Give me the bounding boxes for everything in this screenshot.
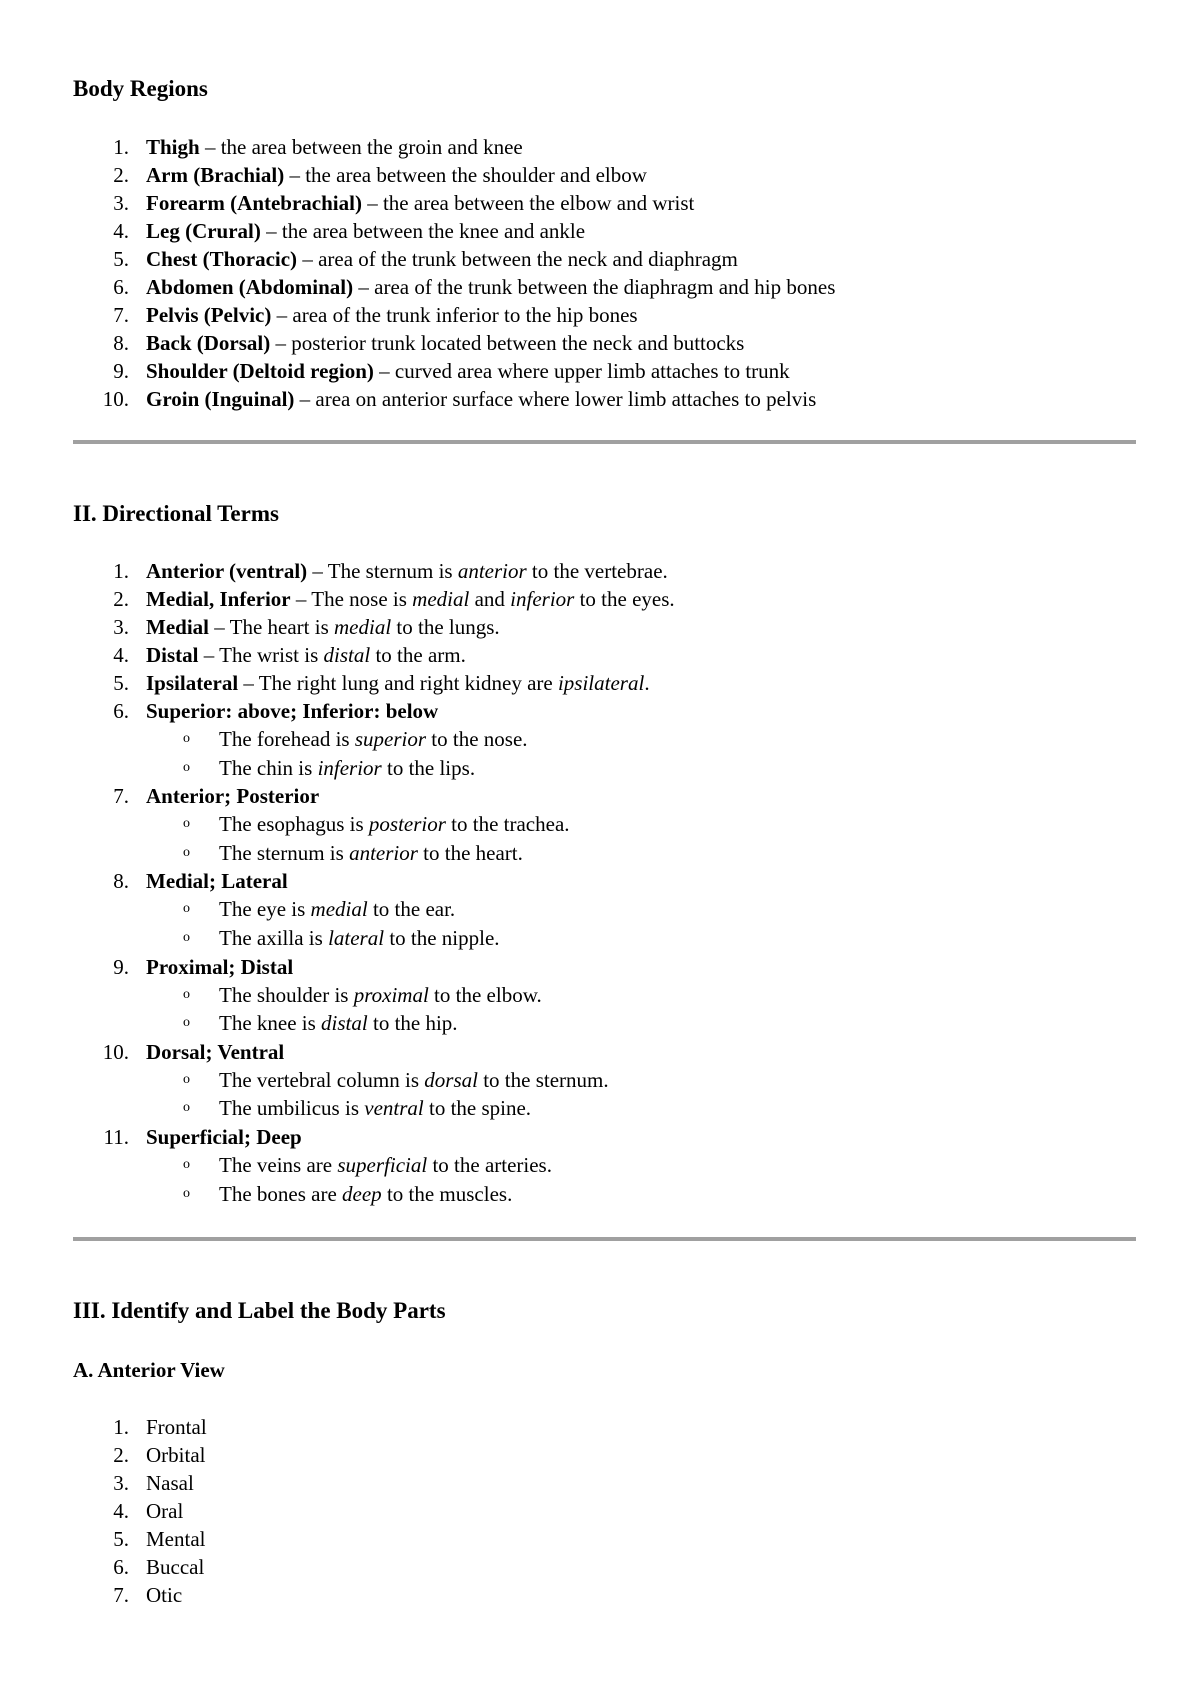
bullet-icon: o (183, 816, 190, 832)
sub-list-wrapper (73, 810, 675, 867)
item-number: 6. (113, 1555, 129, 1579)
sub-list (146, 895, 675, 952)
item-text: The axilla is (219, 925, 329, 950)
item-term: Proximal; Distal (146, 954, 294, 979)
item-text: The esophagus is (219, 812, 369, 837)
item-text: to the muscles. (381, 1181, 513, 1206)
list-item (73, 585, 675, 613)
item-emphasis: dorsal (424, 1067, 478, 1092)
item-number: 8. (113, 331, 129, 355)
body-regions-list (73, 133, 835, 413)
list-item (73, 557, 675, 585)
list-item (73, 867, 675, 895)
item-description: – area of the trunk inferior to the hip bones (271, 303, 638, 327)
item-number: 3. (113, 1471, 129, 1495)
list-item (73, 1469, 207, 1497)
item-emphasis: inferior (317, 755, 382, 780)
anterior-view-subheading: A. Anterior View (73, 1358, 225, 1382)
item-emphasis: superficial (337, 1152, 428, 1177)
item-term: Abdomen (Abdominal) (146, 275, 354, 299)
list-item (73, 613, 675, 641)
sub-list (146, 725, 675, 782)
item-number: 9. (113, 359, 129, 383)
item-description: – posterior trunk located between the neck and buttocks (270, 331, 745, 355)
sub-list (146, 1151, 675, 1208)
anterior-view-list (73, 1413, 207, 1609)
item-description: – the area between the groin and knee (199, 135, 523, 159)
item-text: – The wrist is (198, 643, 324, 667)
item-number: 8. (113, 869, 129, 894)
item-text: to the arm. (370, 643, 466, 667)
item-term: Superficial; Deep (146, 1124, 302, 1149)
item-number: 9. (113, 954, 129, 979)
sub-list (146, 810, 675, 867)
item-text: The forehead is (219, 727, 355, 751)
bullet-icon: o (183, 759, 190, 775)
item-term: Ipsilateral (146, 671, 239, 695)
item-number: 7. (113, 1583, 129, 1607)
item-description: – area of the trunk between the neck and diaphragm (297, 247, 738, 271)
item-number: 1. (113, 1415, 129, 1439)
item-text: The shoulder is (219, 982, 354, 1007)
item-text: to the trachea. (445, 812, 570, 837)
item-number: 11. (103, 1124, 129, 1149)
list-item (73, 641, 675, 669)
sub-list-wrapper (73, 1066, 675, 1123)
item-emphasis: inferior (510, 587, 575, 611)
list-item (73, 1581, 207, 1609)
identify-body-parts-heading: III. Identify and Label the Body Parts (73, 1298, 446, 1323)
item-text: and (469, 587, 511, 611)
item-text: – The sternum is (307, 559, 458, 583)
item-number: 5. (113, 671, 129, 695)
list-item (73, 1441, 207, 1469)
list-item (73, 133, 835, 161)
item-label: Buccal (146, 1555, 205, 1579)
sub-list-item (73, 1009, 675, 1038)
item-emphasis: ventral (364, 1096, 424, 1121)
item-number: 6. (113, 275, 129, 299)
sub-list-item (73, 895, 675, 924)
list-item (73, 782, 675, 810)
item-emphasis: distal (321, 1011, 368, 1036)
item-number: 2. (113, 163, 129, 187)
list-item (73, 1525, 207, 1553)
item-term: Dorsal; Ventral (146, 1039, 285, 1064)
item-description: – area on anterior surface where lower limb attaches to pelvis (294, 387, 817, 411)
item-text: The sternum is (219, 840, 350, 865)
list-item (73, 1123, 675, 1151)
list-item (73, 189, 835, 217)
item-text: . (644, 671, 650, 695)
item-emphasis: distal (323, 643, 371, 667)
bullet-icon: o (183, 1156, 190, 1172)
bullet-icon: o (183, 1015, 190, 1031)
item-text: to the arteries. (427, 1152, 552, 1177)
item-number: 1. (113, 135, 129, 159)
bullet-icon: o (183, 929, 190, 945)
item-text: to the ear. (367, 897, 456, 922)
item-term: Groin (Inguinal) (146, 387, 295, 411)
item-description: – area of the trunk between the diaphragm and hip bones (353, 275, 836, 299)
bullet-icon: o (183, 731, 190, 746)
item-text: to the sternum. (477, 1067, 609, 1092)
sub-list-item (73, 1066, 675, 1095)
item-text: The knee is (219, 1011, 322, 1036)
item-text: The vertebral column is (219, 1067, 425, 1092)
item-text: – The heart is (209, 615, 334, 639)
item-emphasis: superior (354, 727, 427, 751)
section-divider (73, 1237, 1136, 1241)
list-item (73, 953, 675, 981)
bullet-icon: o (183, 1071, 190, 1087)
sub-list-item (73, 981, 675, 1010)
item-term: Chest (Thoracic) (146, 247, 298, 271)
item-number: 10. (102, 387, 129, 411)
item-text: to the heart. (417, 840, 523, 865)
list-item (73, 669, 675, 697)
item-term: Thigh (146, 135, 200, 159)
sub-list-item (73, 1180, 675, 1209)
item-text: to the vertebrae. (526, 559, 668, 583)
item-number: 5. (113, 247, 129, 271)
item-description: – the area between the elbow and wrist (361, 191, 695, 215)
item-number: 4. (113, 1499, 129, 1523)
item-emphasis: medial (412, 587, 470, 611)
item-text: to the lips. (381, 755, 476, 780)
sub-list-wrapper (73, 725, 675, 782)
item-number: 4. (113, 219, 129, 243)
item-number: 3. (113, 191, 129, 215)
item-number: 4. (113, 643, 129, 667)
item-description: – curved area where upper limb attaches to trunk (373, 359, 790, 383)
item-number: 7. (113, 784, 129, 809)
item-text: to the hip. (367, 1011, 458, 1036)
item-label: Frontal (146, 1415, 207, 1439)
sub-list-wrapper (73, 981, 675, 1038)
bullet-icon: o (183, 1185, 190, 1201)
item-number: 10. (102, 1039, 129, 1064)
sub-list-item (73, 839, 675, 868)
item-term: Anterior (ventral) (146, 559, 308, 583)
item-emphasis: deep (342, 1181, 382, 1206)
item-number: 2. (113, 587, 129, 611)
list-item (73, 217, 835, 245)
list-item (73, 301, 835, 329)
item-text: The veins are (219, 1152, 338, 1177)
item-text: – The nose is (290, 587, 413, 611)
item-emphasis: medial (334, 615, 392, 639)
item-term: Forearm (Antebrachial) (146, 191, 362, 215)
sub-list-wrapper (73, 1151, 675, 1208)
item-emphasis: proximal (353, 982, 429, 1007)
item-term: Superior: above; Inferior: below (146, 699, 439, 723)
section-divider (73, 440, 1136, 444)
list-item (73, 1038, 675, 1066)
item-term: Shoulder (Deltoid region) (146, 359, 374, 383)
body-regions-heading: Body Regions (73, 76, 208, 101)
list-item (73, 1497, 207, 1525)
item-text: to the nipple. (384, 925, 500, 950)
list-item (73, 697, 675, 725)
item-emphasis: lateral (328, 925, 385, 950)
item-emphasis: anterior (457, 559, 527, 583)
item-text: to the lungs. (391, 615, 500, 639)
item-term: Distal (146, 643, 199, 667)
item-term: Medial, Inferior (146, 587, 291, 611)
list-item (73, 357, 835, 385)
sub-list-item (73, 725, 675, 754)
item-description: – the area between the shoulder and elbow (284, 163, 647, 187)
item-number: 3. (113, 615, 129, 639)
item-label: Nasal (146, 1471, 194, 1495)
sub-list (146, 1066, 675, 1123)
item-label: Oral (146, 1499, 184, 1523)
bullet-icon: o (183, 986, 190, 1002)
item-term: Medial; Lateral (146, 869, 288, 894)
sub-list-item (73, 1094, 675, 1123)
item-text: to the eyes. (574, 587, 675, 611)
list-item (73, 385, 835, 413)
list-item (73, 273, 835, 301)
list-item (73, 1553, 207, 1581)
item-emphasis: ipsilateral (557, 671, 645, 695)
item-text: The eye is (219, 897, 311, 922)
bullet-icon: o (183, 844, 190, 860)
sub-list-item (73, 1151, 675, 1180)
sub-list-item (73, 754, 675, 783)
item-text: The chin is (219, 755, 318, 780)
item-emphasis: posterior (368, 812, 446, 837)
item-description: – the area between the knee and ankle (260, 219, 586, 243)
list-item (73, 161, 835, 189)
item-number: 7. (113, 303, 129, 327)
item-term: Leg (Crural) (146, 219, 261, 243)
item-term: Medial (146, 615, 209, 639)
item-label: Orbital (146, 1443, 206, 1467)
bullet-icon: o (183, 1100, 190, 1116)
item-term: Anterior; Posterior (146, 784, 320, 809)
sub-list-wrapper (73, 895, 675, 952)
item-number: 2. (113, 1443, 129, 1467)
bullet-icon: o (183, 901, 190, 917)
item-number: 6. (113, 699, 129, 723)
list-item (73, 245, 835, 273)
directional-terms-list (73, 557, 675, 1208)
item-term: Back (Dorsal) (146, 331, 271, 355)
list-item (73, 1413, 207, 1441)
item-term: Pelvis (Pelvic) (146, 303, 272, 327)
item-text: The bones are (219, 1181, 343, 1206)
item-emphasis: medial (310, 897, 368, 922)
list-item (73, 329, 835, 357)
item-number: 1. (113, 559, 129, 583)
sub-list-item (73, 924, 675, 953)
directional-terms-heading: II. Directional Terms (73, 501, 279, 526)
item-term: Arm (Brachial) (146, 163, 285, 187)
sub-list-item (73, 810, 675, 839)
item-number: 5. (113, 1527, 129, 1551)
item-text: to the nose. (426, 727, 528, 751)
item-text: to the spine. (423, 1096, 532, 1121)
item-text: – The right lung and right kidney are (238, 671, 558, 695)
item-label: Otic (146, 1583, 183, 1607)
item-label: Mental (146, 1527, 206, 1551)
item-text: The umbilicus is (219, 1096, 365, 1121)
item-emphasis: anterior (349, 840, 418, 865)
sub-list (146, 981, 675, 1038)
item-text: to the elbow. (428, 982, 542, 1007)
